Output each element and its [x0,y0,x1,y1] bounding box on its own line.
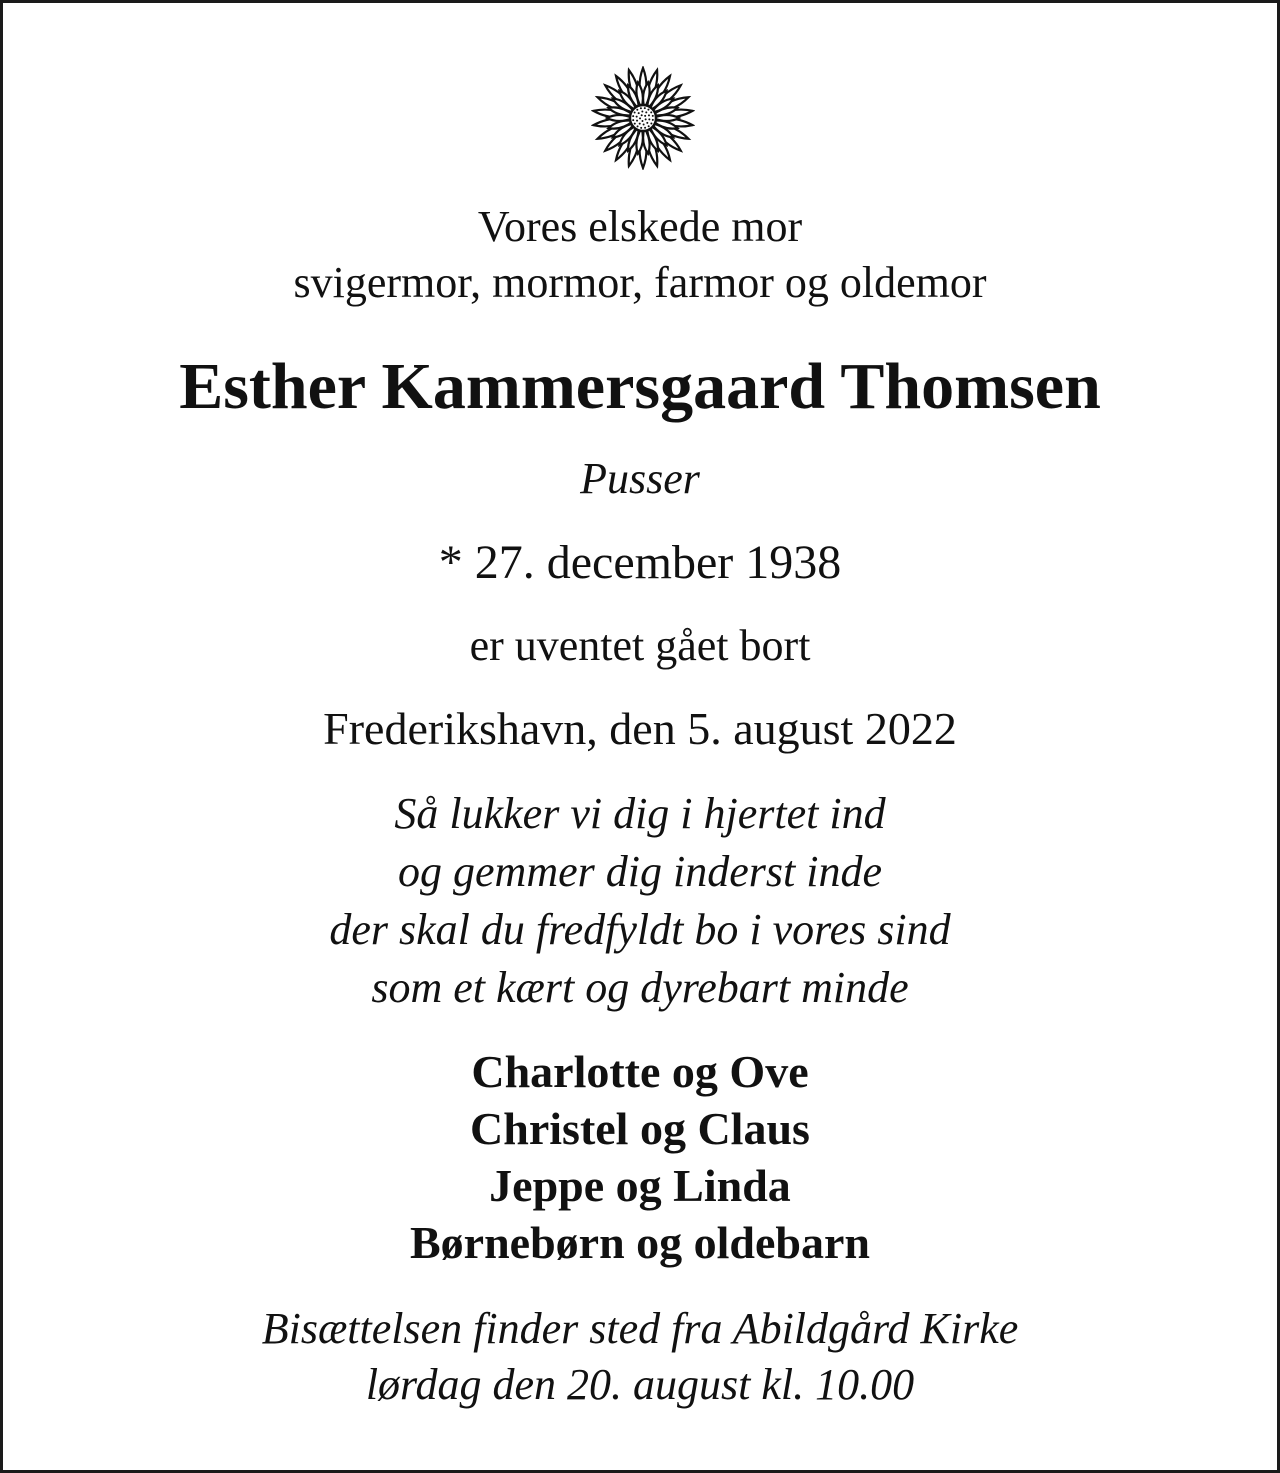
family-line: Charlotte og Ove [471,1046,809,1097]
family-line: Børnebørn og oldebarn [409,1217,871,1268]
flower-seed [648,114,650,116]
flower-seed [648,118,650,120]
flower-seed [646,122,648,124]
flower-seed [636,116,638,118]
flower-seed [640,107,642,109]
memorial-verse [3,785,1277,1017]
flower-seed [645,118,647,120]
flower-seed [634,123,636,125]
flower-seed [641,120,643,122]
funeral-line: lørdag den 20. august kl. 10.00 [365,1360,915,1409]
flower-seed [644,115,646,117]
intro-line: Vores elskede mor [477,202,803,251]
daisy-flower-icon [591,66,695,170]
deceased-name: Esther Kammersgaard Thomsen [179,350,1101,423]
flower-seed [638,112,640,114]
flower-seed [650,122,652,124]
flower-seed [634,112,636,114]
flower-seed [641,114,643,116]
flower-seed [639,123,641,125]
flower-seed [652,119,654,121]
flower-seed [637,125,639,127]
flower-seed [650,111,652,113]
intro-line: svigermor, mormor, farmor og oldemor [293,258,987,307]
passed-away-text: er uventet gået bort [469,621,811,670]
flower-seed [644,107,646,109]
verse-line: der skal du fredfyldt bo i vores sind [329,905,951,954]
flower-seed [641,111,643,113]
verse-line: Så lukker vi dig i hjertet ind [394,789,886,838]
flower-seed [640,127,642,129]
flower-seed [647,109,649,111]
family-line: Jeppe og Linda [489,1160,791,1211]
flower-seed [636,120,638,122]
flower-seed [652,115,654,117]
flower-seed [632,119,634,121]
nickname: Pusser [580,454,700,503]
flower-seed [639,117,641,119]
verse-line: som et kært og dyrebart minde [371,963,909,1012]
flower-seed [645,111,647,113]
flower-seed [636,109,638,111]
verse-line: og gemmer dig inderst inde [398,847,882,896]
family-signatures [3,1043,1277,1271]
funeral-line: Bisættelsen finder sted fra Abildgård Kirke [261,1304,1019,1353]
intro-text [3,199,1277,311]
birth-date: * 27. december 1938 [438,536,842,589]
flower-seed [632,115,634,117]
place-and-date: Frederikshavn, den 5. august 2022 [323,703,957,754]
funeral-info [3,1301,1277,1413]
family-line: Christel og Claus [470,1103,810,1154]
flower-seed [643,123,645,125]
flower-seed [648,125,650,127]
flower-seed [644,127,646,129]
